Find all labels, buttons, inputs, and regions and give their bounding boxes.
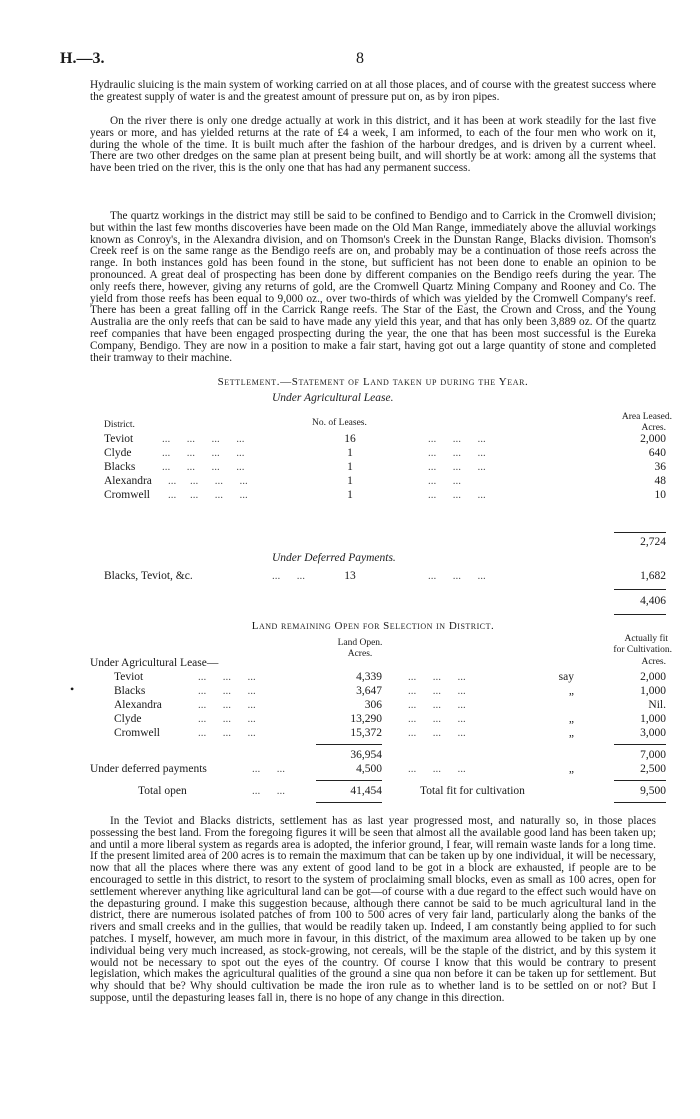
report-code: H.—3. (60, 50, 105, 67)
subtotal-rule (614, 532, 666, 533)
open-land-table-title: Land remaining Open for Selection in District. (251, 620, 495, 632)
district-column-header: District. (104, 420, 135, 430)
fit-header-1: Actually fit (624, 634, 668, 644)
page-number: 8 (356, 50, 364, 67)
fit-total-underline (614, 802, 666, 803)
total-rule (614, 589, 666, 590)
open-subtotal-rule (316, 744, 382, 745)
area-column-header: Area Leased. (621, 412, 672, 422)
settlement-table-title: Settlement.—Statement of Land taken up during the Year. (217, 376, 529, 388)
paragraph-settlement: In the Teviot and Blacks districts, settlement has as last year progressed most, and naturally so, in those places possessing the best land. From the foregoing figures it will be seen that almost all the available good land has been taken up; and until a more liberal system as regards area is adopted, the inferior ground, I fear, will remain waste lands for a long time. If the present limited area of 200 acres is to remain the maximum that can be taken up by one individual, it will be necessary, now that all the places where there was any extent of good land to be got in a block are exhausted, if people are to be encouraged to settle in this district, to resort to the system of proclaiming small blocks, even as small as 100 acres, open for settlement wherever anything like agricultural land can be got—of course with a due regard to the effect such would have on the depasturing ground. I make this suggestion because, although there cannot be said to be much agricultural land in the district, there are numerous isolated patches of from 100 to 500 acres of very fair land, particularly along the banks of the rivers and small creeks and in the gullies, that would be readily taken up. Indeed, I am constantly being applied to for such patches. I myself, however, am much more in favour, in this district, of the maximum area allowed to be taken up by one individual being very much increased, as stock-growing, not cereals, will be the staple of the district, and by this system it would not be necessary to spot out the eyes of the country. Of course I know that this would be contrary to present legislation, which makes the agricultural qualities of the ground a sine qua non before it can be taken up for settlement. But why should that be? Why should cultivation be made the iron rule as to whether land is to be settled on or not? But I suppose, until the depasturing leases fall in, there is no hope of any change in this direction. (90, 815, 656, 1004)
paragraph-dredge: On the river there is only one dredge actually at work in this district, and it has been at work steadily for the last five years or more, and has yielded returns at the rate of £4 a week, I am informed, to each of the four men who work on it, during the whole of the time. It is built much after the fashion of the harbour dredges, and is driven by a current wheel. There are two other dredges on the same plan at present being built, and will shortly be at work: among all the systems that have been tried on the river, this is the only one that has had any permanent success. (90, 115, 656, 175)
document-page: H.—3. 8 Hydraulic sluicing is the main system of working carried on at all those places, and of course with the greatest success where the greatest supply of water is and the greatest amount of pressure put on, as by iron pipes. On the river there is only one dredge actually at work in this district, and it has been at work steadily for the last five years or more, and has yielded returns at the rate of £4 a week, I am informed, to each of the four men who work on it, during the whole of the time. It is built much after the fashion of the harbour dredges, and is driven by a current wheel. There are two other dredges on the same plan at present being built, and will shortly be at work: among all the systems that have been tried on the river, this is the only one that has had any permanent success. The quartz workings in the district may still be said to be confined to Bendigo and to Carrick in the Cromwell division; but within the last few months discoveries have been made on the Old Man Range, immediately above the alluvial workings known as Conroy's, in the Alexandra division, and on Thomson's Creek in the Dunstan Range, Blacks division. Thomson's Creek reef is on the same range as the Bendigo reefs are on, and probably may be a continuation of those reefs across the range. In both instances gold has been found in the stone, but sufficient has not been done to enable an opinion to be pronounced. A great deal of prospecting has been done by different companies on the Bendigo reefs during the year. The only reefs there, however, giving any returns of gold, are the Cromwell Quartz Mining Company and Rooney and Co. The yield from those reefs has been equal to 9,000 oz., over two-thirds of which was yielded by the Cromwell Company's reef. There has been a great falling off in the Carrick Range reefs. The Star of the East, the Crown and Cross, and the Young Australia are the only reefs that can be said to have made any yield this year, and that has only been 3,889 oz. Of the quartz reef companies that have been engaged prospecting during the year, the one that has been most successful is the Eureka Company, Bendigo. They are now in a position to make a fair start, having got out a large quantity of stone and completed their tramway to their machine. • Settlement.—Statement of Land taken up during the Year. Under Agricultural Lease. District. No. of Leases. Area Leased. Acres. Teviot ... ... ... ... 16 ... ... ... 2,000 Clyde ... ... ... ... 1 ... ... ... 640 Blacks ... ... ... ... 1 ... ... ... 36 Alexandra ... ... ... ... 1 ... ... 48 Cromwell ... ... ... ... 1 ... ... ... 10 2,724 Under Deferred Payments. Blacks, Teviot, &c. ... ... 13 ... ... ... 1,682 4,406 Land remaining Open for Selection in District. Land Open. Acres. Actually fit for Cultivation. Acres. Under Agricultural Lease— Teviot ... ... ... 4,339 ... ... ... say 2,000 Blacks ... ... ... 3,647 ... ... ... „ 1,000 Alexandra ... ... ... 306 ... ... ... Nil. Clyde ... ... ... 13,290 ... ... ... „ 1,000 Cromwell ... ... ... 15,372 ... ... ... „ 3,000 36,954 7,000 Under deferred payments ... ... 4,500 ... ... ... „ 2,500 Total open ... ... 41,454 Total fit for cultivation 9,500 In the Teviot and Blacks districts, settlement has as last year progressed most, and naturally so, in those places possessing the best land. From the foregoing figures it will be seen that almost all the available good land has been taken up; and until a more liberal system as regards area is adopted, the inferior ground, I fear, will remain waste lands for a long time. If the present limited area of 200 acres is to remain the maximum that can be taken up by one individual, it will be necessary, now that all the places where there was any extent of good land to be got in a block are exhausted, if people are to be encouraged to settle in this district, to resort to the system of proclaiming small blocks, even as small as 100 acres, open for settlement wherever anything like agricultural land can be got—of course with a due regard to the effect such would have on the depasturing ground. I make this suggestion because, although there cannot be said to be much agricultural land in the district, there are numerous isolated patches of from 100 to 500 acres of very fair land, particularly along the banks of the rivers and small creeks and in the gullies, that would be readily taken up. Indeed, I am constantly being applied to for such patches. I myself, however, am much more in favour, in this district, of the maximum area allowed to be taken up by one individual being very much increased, as stock-growing, not cereals, will be the staple of the district, and by this system it would not be necessary to spot out the eyes of the country. Of course I know that this would be contrary to present legislation, which makes the agricultural qualities of the ground a sine qua non before it can be taken up for settlement. But why should that be? Why should cultivation be made the iron rule as to whether land is to be settled on or not? But I suppose, until the depasturing leases fall in, there is no hope of any change in this direction. (60, 50, 672, 1004)
agricultural-lease-label: Under Agricultural Lease— (90, 657, 219, 669)
fit-subtotal: 7,000 (640, 749, 666, 761)
fit-subtotal-rule (614, 744, 666, 745)
paragraph-sluicing: Hydraulic sluicing is the main system of working carried on at all those places, and of course with the greatest success where the greatest supply of water is and the greatest amount of pressure put on, as by iron pipes. (90, 79, 656, 103)
land-open-unit: Acres. (347, 649, 373, 659)
total-underline (614, 614, 666, 615)
area-unit-header: Acres. (641, 423, 666, 433)
leases-column-header: No. of Leases. (312, 418, 367, 428)
paragraph-quartz: The quartz workings in the district may still be said to be confined to Bendigo and to Carrick in the Cromwell division; but within the last few months discoveries have been made on the Old Man Range, immediately above the alluvial workings known as Conroy's, in the Alexandra division, and on Thomson's Creek in the Dunstan Range, Blacks division. Thomson's Creek reef is on the same range as the Bendigo reefs are on, and probably may be a continuation of those reefs across the range. In both instances gold has been found in the stone, but sufficient has not been done to enable an opinion to be pronounced. A great deal of prospecting has been done by different companies on the Bendigo reefs during the year. The only reefs there, however, giving any returns of gold, are the Cromwell Quartz Mining Company and Rooney and Co. The yield from those reefs has been equal to 9,000 oz., over two-thirds of which was yielded by the Cromwell Company's reef. There has been a great falling off in the Carrick Range reefs. The Star of the East, the Crown and Cross, and the Young Australia are the only reefs that can be said to have made any yield this year, and that has only been 3,889 oz. Of the quartz reef companies that have been engaged prospecting during the year, the one that has been most successful is the Eureka Company, Bendigo. They are now in a position to make a fair start, having got out a large quantity of stone and completed their tramway to their machine. (90, 210, 656, 364)
page-header (60, 50, 660, 70)
open-total-rule (316, 780, 382, 781)
agricultural-lease-heading: Under Agricultural Lease. (272, 392, 394, 404)
land-open-header: Land Open. (337, 638, 383, 648)
margin-mark: • (70, 682, 75, 696)
open-subtotal: 36,954 (350, 749, 382, 761)
fit-total-rule (614, 780, 666, 781)
settlement-subtotal: 2,724 (640, 536, 666, 548)
settlement-total: 4,406 (640, 595, 666, 607)
fit-unit-header: Acres. (641, 657, 666, 667)
deferred-payments-heading: Under Deferred Payments. (272, 552, 396, 564)
fit-header-2: for Cultivation. (613, 645, 672, 655)
open-total-underline (316, 802, 382, 803)
